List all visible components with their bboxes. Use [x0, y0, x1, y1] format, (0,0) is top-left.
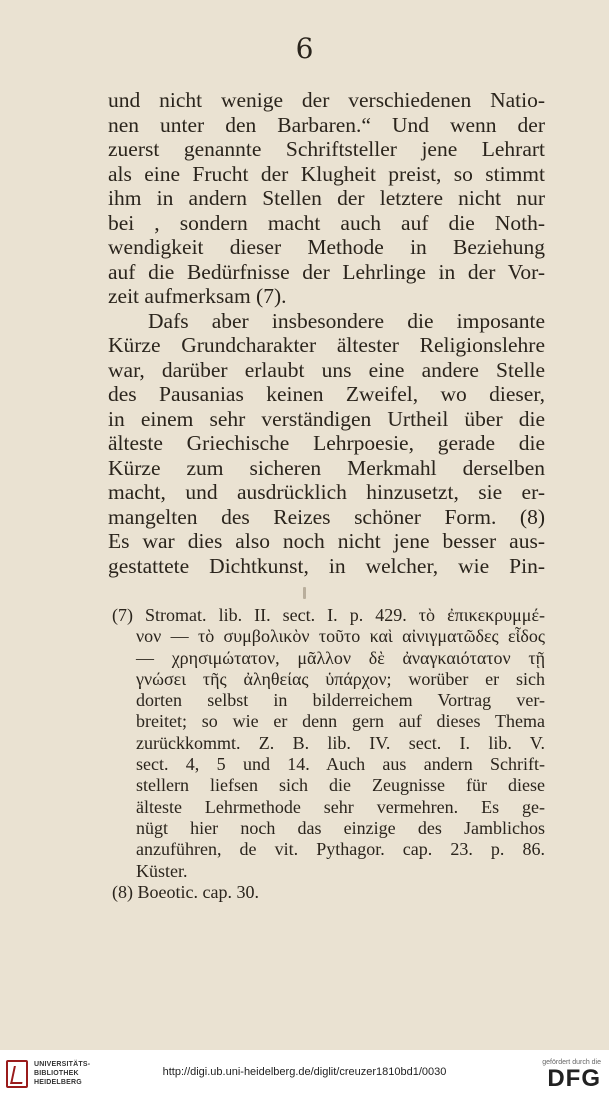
text-line: in einem sehr verständigen Urtheil über die [108, 406, 545, 431]
viewer-footer [0, 1050, 609, 1098]
footnote-line: anzuführen, de vit. Pythagor. cap. 23. p. 86. [136, 839, 545, 860]
text-line: Kürze Grundcharakter ältester Religionslehre [108, 333, 545, 357]
dfg-logo-icon: DFG [547, 1065, 601, 1092]
footnote-8 [112, 882, 545, 903]
footnote-line: dorten selbst in bilderreichem Vortrag ver- [136, 690, 545, 711]
footnote-line: älteste Lehrmethode sehr vermehren. Es ge- [136, 796, 545, 817]
text-line: auf die Bedürfnisse der Lehrlinge in der Vor- [108, 259, 545, 284]
text-line: und nicht wenige der verschiedenen Natio- [108, 88, 545, 112]
text-line: zuerst genannte Schriftsteller jene Lehrart [108, 137, 545, 161]
text-line: als eine Frucht der Klugheit preist, so stimmt [108, 161, 545, 186]
main-text [108, 88, 545, 578]
sponsor-text: gefördert durch die [542, 1059, 601, 1066]
footnote-line: sect. 4, 5 und 14. Auch aus andern Schrift- [136, 754, 545, 775]
text-line: Dafs aber insbesondere die imposante [148, 308, 545, 333]
text-line: ihm in andern Stellen der letztere nicht nur [108, 186, 545, 210]
footnote-7 [112, 605, 545, 882]
footnote-line: (8) Boeotic. cap. 30. [112, 881, 259, 902]
text-line: Es war dies also noch nicht jene besser aus- [108, 529, 545, 553]
footnote-line: γνώσει τῆς ἀληθείας ὑπάρχον; worüber er sich [136, 668, 545, 689]
text-line: bei , sondern macht auch auf die Noth- [108, 210, 545, 235]
text-line: mangelten des Reizes schöner Form. (8) [108, 504, 545, 529]
footnotes [112, 605, 545, 903]
separator-mark [303, 587, 306, 599]
footnote-line: νον — τὸ συμβολικὸν τοῦτο καὶ αἰνιγματῶδες εἶδος [136, 626, 545, 647]
footnote-line: Küster. [136, 860, 188, 881]
text-line: gestattete Dichtkunst, in welcher, wie Pin- [108, 553, 545, 578]
text-line: älteste Griechische Lehrpoesie, gerade die [108, 431, 545, 455]
footnote-line: — χρησιμώτατον, μᾶλλον δὲ ἀναγκαιότατον τῇ [136, 647, 545, 668]
sponsor-logo[interactable] [529, 1058, 601, 1091]
text-line: nen unter den Barbaren.“ Und wenn der [108, 112, 545, 137]
text-line: war, darüber erlaubt uns eine andere Stelle [108, 357, 545, 382]
footnote-line: (7) Stromat. lib. II. sect. I. p. 429. τὸ ἐπικεκρυμμέ- [112, 605, 545, 625]
footnote-line: nügt hier noch das einzige des Jamblichos [136, 817, 545, 838]
footnote-line: breitet; so wie er denn gern auf dieses Thema [136, 711, 545, 732]
text-line: wendigkeit dieser Methode in Beziehung [108, 235, 545, 259]
text-line: Kürze zum sicheren Merkmahl derselben [108, 455, 545, 480]
page-number: 6 [295, 32, 314, 65]
text-line: des Pausanias keinen Zweifel, wo dieser, [108, 382, 545, 406]
text-line: macht, und ausdrücklich hinzusetzt, sie er- [108, 480, 545, 504]
footnote-line: zurückkommt. Z. B. lib. IV. sect. I. lib. V. [136, 732, 545, 753]
library-name: UNIVERSITÄTS- BIBLIOTHEK HEIDELBERG [34, 1061, 91, 1086]
permalink-url[interactable]: http://digi.ub.uni-heidelberg.de/diglit/creuzer1810bd1/0030 [162, 1066, 447, 1078]
footnote-line: stellern liefsen sich die Zeugnisse für diese [136, 775, 545, 796]
text-line: zeit aufmerksam (7). [108, 284, 287, 308]
